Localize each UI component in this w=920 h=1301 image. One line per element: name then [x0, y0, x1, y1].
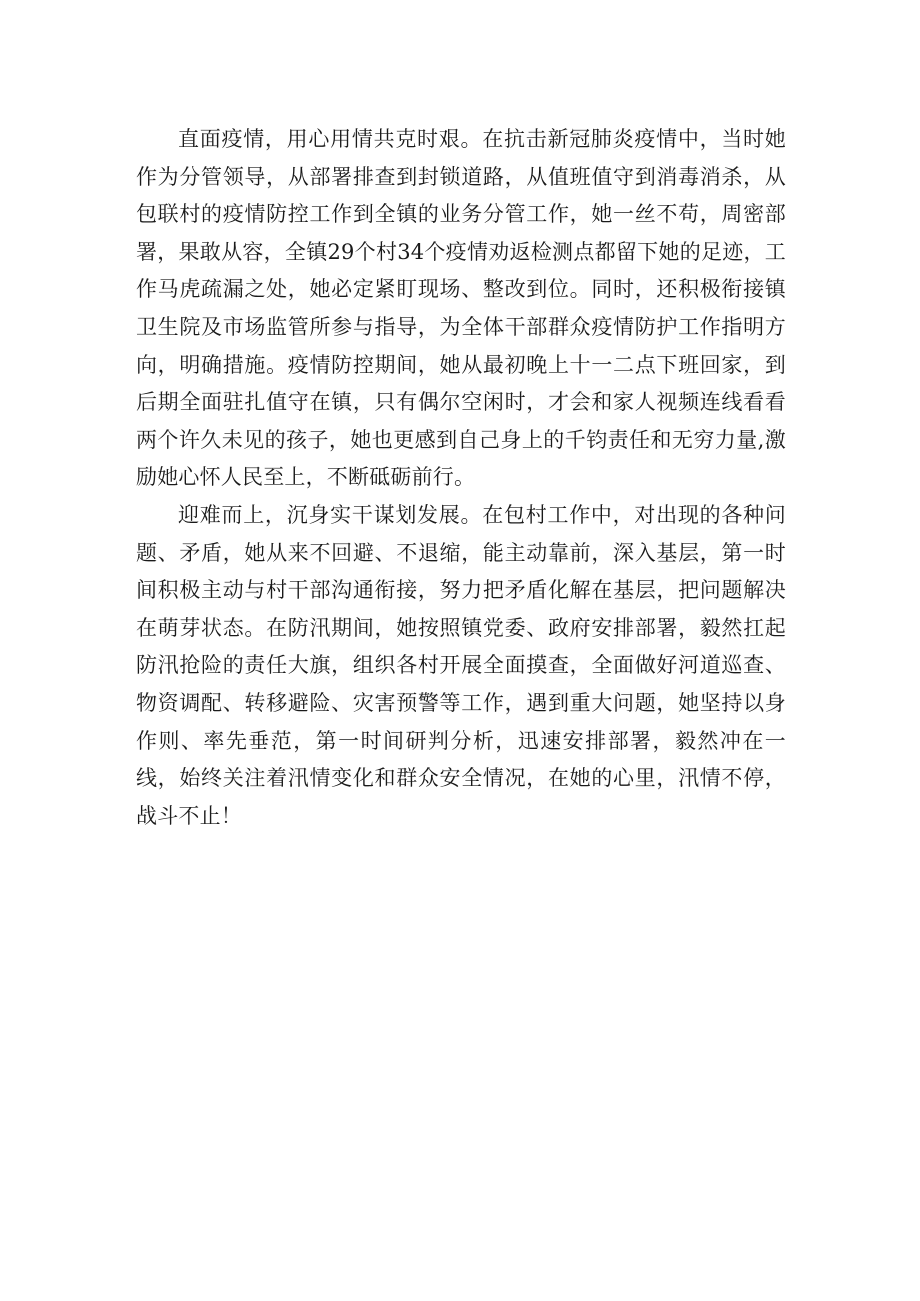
paragraph-flood-control: 迎难而上，沉身实干谋划发展。在包村工作中，对出现的各种问题、矛盾，她从来不回避、不退缩，能主动靠前，深入基层，第一时间积极主动与村干部沟通衔接，努力把矛盾化解在基层，把问题解决在萌芽状态。在防汛期间，她按照镇党委、政府安排部署，毅然扛起防汛抢险的责任大旗，组织各村开展全面摸查，全面做好河道巡查、物资调配、转移避险、灾害预警等工作，遇到重大问题，她坚持以身作则、率先垂范，第一时间研判分析，迅速安排部署，毅然冲在一线，始终关注着汛情变化和群众安全情况，在她的心里，汛情不停，战斗不止！ — [136, 502, 786, 828]
document-page — [136, 121, 786, 835]
paragraph-epidemic: 直面疫情，用心用情共克时艰。在抗击新冠肺炎疫情中，当时她作为分管领导，从部署排查到封锁道路，从值班值守到消毒消杀，从包联村的疫情防控工作到全镇的业务分管工作，她一丝不苟，周密部署，果敢从容，全镇29个村34个疫情劝返检测点都留下她的足迹，工作马虎疏漏之处，她必定紧盯现场、整改到位。同时，还积极衔接镇卫生院及市场监管所参与指导，为全体干部群众疫情防护工作指明方向，明确措施。疫情防控期间，她从最初晚上十一二点下班回家，到后期全面驻扎值守在镇，只有偶尔空闲时，才会和家人视频连线看看两个许久未见的孩子，她也更感到自己身上的千钧责任和无穷力量,激励她心怀人民至上，不断砥砺前行。 — [136, 127, 786, 490]
